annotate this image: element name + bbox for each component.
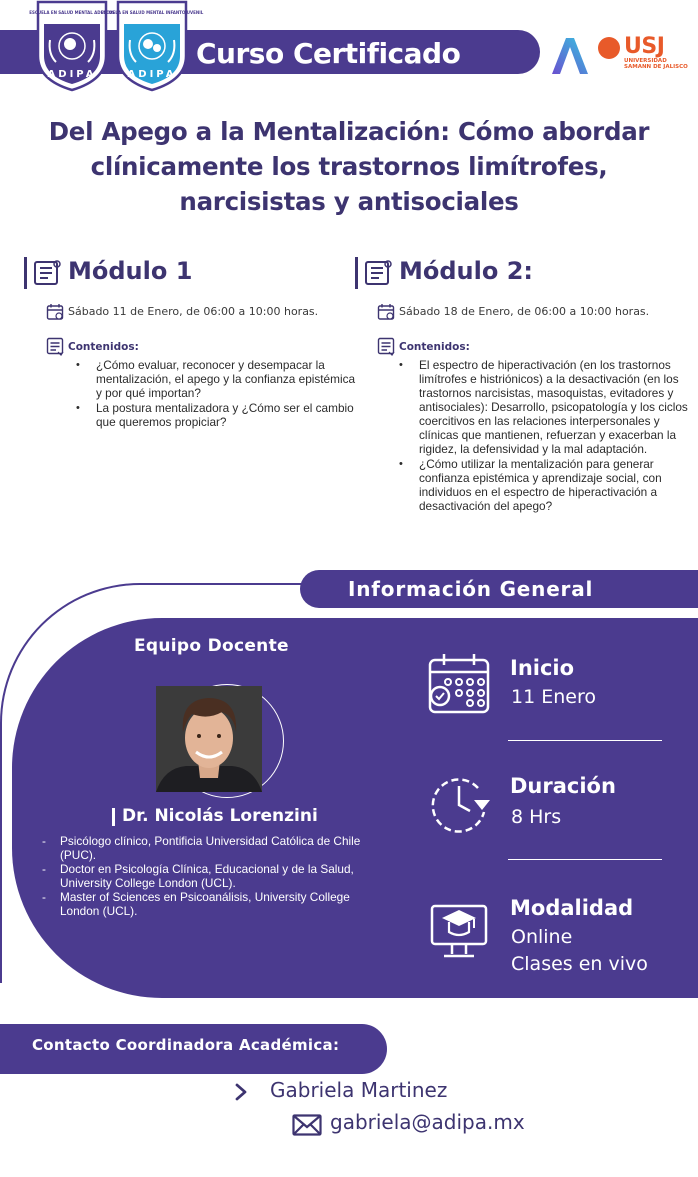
fact-duration (426, 772, 696, 838)
graduation-monitor-icon (426, 900, 492, 966)
teacher-credentials (40, 834, 380, 918)
usj-logo (598, 34, 694, 84)
fact-start-value: 11 Enero (511, 686, 596, 708)
teacher-photo (156, 686, 262, 792)
module-1-contents-list (72, 358, 362, 430)
divider (508, 859, 662, 860)
divider (508, 740, 662, 741)
list-item: • El espectro de hiperactivación (en los trastornos limítrofes e histriónicos) a la desactivación (en los trastornos narcisistas, masoquistas, evitadores y antisociales): Desarrollo, psicopatología y los ciclos coercitivos en las relaciones interpersonales y clínicas que mantienen, refuerzan y exacerban la rigidez, la defensividad y la mal adaptación. (395, 358, 691, 456)
teacher-name: Dr. Nicolás Lorenzini (122, 806, 318, 826)
module-1-heading: Módulo 1 (68, 257, 193, 285)
fact-start-title: Inicio (510, 656, 575, 680)
list-item: - Psicólogo clínico, Pontificia Universidad Católica de Chile (PUC). (40, 834, 380, 862)
module-2-accent-bar (355, 257, 358, 289)
badge-1-top-text: ESCUELA EN SALUD MENTAL ADULTOS (29, 10, 115, 15)
module-1-date: Sábado 11 de Enero, de 06:00 a 10:00 horas. (68, 305, 319, 318)
partner-a-logo (548, 34, 592, 78)
fact-duration-title: Duración (510, 774, 616, 798)
list-item: • ¿Cómo utilizar la mentalización para generar confianza epistémica y aprendizaje social, con individuos en el espectro de hiperactivación a desactivación del apego? (395, 457, 691, 513)
module-2-heading: Módulo 2: (399, 257, 534, 285)
chevron-right-icon (234, 1083, 248, 1101)
contact-label: Contacto Coordinadora Académica: (32, 1036, 340, 1054)
module-1-accent-bar (24, 257, 27, 289)
notebook-icon (363, 259, 393, 287)
adipa-infantojuvenil-badge (100, 0, 204, 92)
calendar-icon (46, 303, 64, 321)
calendar-icon (377, 303, 395, 321)
contact-email[interactable]: gabriela@adipa.mx (330, 1110, 525, 1134)
module-1-contents-label: Contenidos: (68, 341, 139, 353)
clock-icon (426, 772, 492, 838)
list-item: - Doctor en Psicología Clínica, Educacional y de la Salud, University College London (UCL). (40, 862, 380, 890)
module-2-date: Sábado 18 de Enero, de 06:00 a 10:00 horas. (399, 305, 650, 318)
badge-2-top-text: ESCUELA EN SALUD MENTAL INFANTOJUVENIL (100, 10, 204, 15)
fact-modality (426, 896, 696, 986)
contact-name: Gabriela Martinez (270, 1078, 448, 1102)
course-title: Del Apego a la Mentalización: Cómo abordar clínicamente los trastornos limítrofes, narcisistas y antisociales (48, 117, 650, 216)
usj-name: USJ (624, 34, 665, 59)
usj-subtitle: UNIVERSIDAD SAMANN DE JALISCO (624, 58, 688, 70)
list-item: - Master of Sciences en Psicoanálisis, University College London (UCL). (40, 890, 380, 918)
module-2-contents-label: Contenidos: (399, 341, 470, 353)
fact-modality-value-2: Clases en vivo (511, 953, 648, 975)
fact-start (426, 652, 696, 722)
header-title: Curso Certificado (196, 37, 461, 70)
list-item: • La postura mentalizadora y ¿Cómo ser el cambio que queremos propiciar? (72, 401, 362, 429)
adipa-adultos-badge (29, 0, 115, 92)
badge-1-word: ADIPA (47, 69, 97, 80)
mail-icon (292, 1114, 322, 1136)
team-label: Equipo Docente (134, 636, 289, 656)
fact-duration-value: 8 Hrs (511, 806, 562, 828)
document-list-icon (377, 337, 395, 357)
usj-emblem-icon (598, 37, 620, 59)
list-item: • ¿Cómo evaluar, reconocer y desempacar la mentalización, el apego y la confianza epistémica y por qué importan? (72, 358, 362, 400)
doctor-accent-bar (112, 808, 115, 826)
fact-modality-title: Modalidad (510, 896, 634, 920)
document-list-icon (46, 337, 64, 357)
module-2-contents-list (395, 358, 691, 514)
info-title: Información General (348, 577, 594, 601)
notebook-icon (32, 259, 62, 287)
badge-2-word: ADIPA (127, 69, 177, 80)
calendar-icon (426, 652, 492, 718)
fact-modality-value-1: Online (511, 926, 573, 948)
